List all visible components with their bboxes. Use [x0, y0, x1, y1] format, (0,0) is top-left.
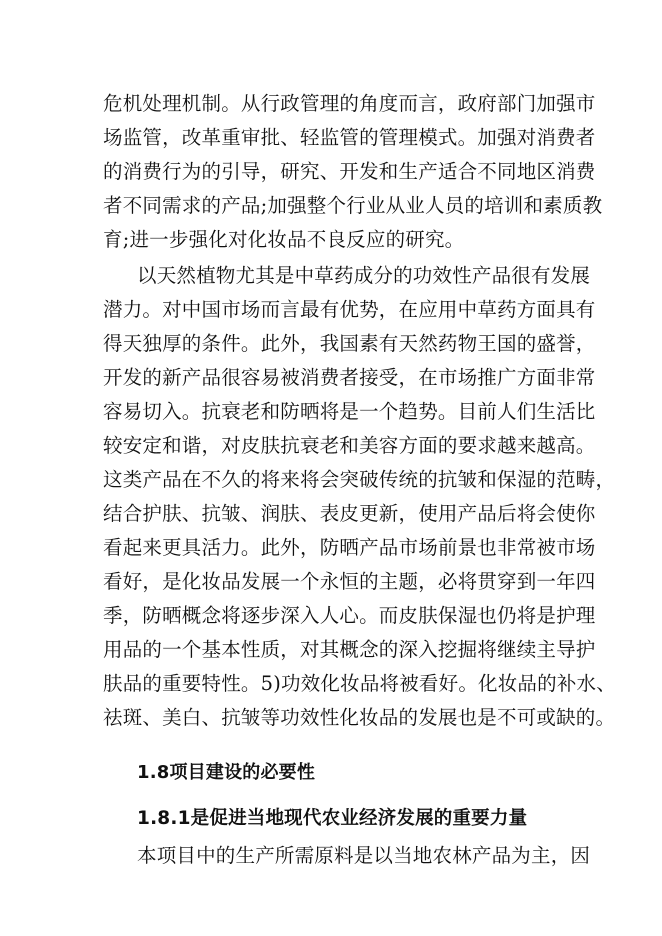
paragraph-1-line-1: 危机处理机制。从行政管理的角度而言，政府部门加强市: [103, 92, 596, 115]
paragraph-1-line-4: 者不同需求的产品;加强整个行业从业人员的培训和素质教: [103, 194, 603, 217]
paragraph-2-line-1: 以天然植物尤其是中草药成分的功效性产品很有发展: [137, 264, 591, 287]
paragraph-1-line-2: 场监管，改革重审批、轻监管的管理模式。加强对消费者: [103, 126, 596, 149]
paragraph-2-line-4: 开发的新产品很容易被消费者接受，在市场推广方面非常: [103, 366, 596, 389]
paragraph-2-line-9: 看起来更具活力。此外，防晒产品市场前景也非常被市场: [103, 536, 596, 559]
paragraph-2-line-5: 容易切入。抗衰老和防晒将是一个趋势。目前人们生活比: [103, 400, 596, 423]
paragraph-3-line-1: 本项目中的生产所需原料是以当地农林产品为主，因: [137, 844, 591, 867]
paragraph-2-line-11: 季，防晒概念将逐步深入人心。而皮肤保湿也仍将是护理: [103, 604, 596, 627]
paragraph-2-line-12: 用品的一个基本性质，对其概念的深入挖掘将继续主导护: [103, 638, 596, 661]
paragraph-2-line-2: 潜力。对中国市场而言最有优势，在应用中草药方面具有: [103, 298, 596, 321]
paragraph-2-line-3: 得天独厚的条件。此外，我国素有天然药物王国的盛誉，: [103, 332, 596, 355]
paragraph-2-line-6: 较安定和谐，对皮肤抗衰老和美容方面的要求越来越高。: [103, 434, 596, 457]
paragraph-2-line-10: 看好，是化妆品发展一个永恒的主题，必将贯穿到一年四: [103, 570, 596, 593]
paragraph-2-line-8: 结合护肤、抗皱、润肤、表皮更新，使用产品后将会使你: [103, 502, 596, 525]
paragraph-2-line-7: 这类产品在不久的将来将会突破传统的抗皱和保湿的范畴，: [103, 468, 616, 491]
paragraph-2-line-13: 肤品的重要特性。5)功效化妆品将被看好。化妆品的补水、: [103, 672, 616, 695]
section-heading: 1.8项目建设的必要性: [137, 762, 316, 783]
paragraph-1-line-5: 育;进一步强化对化妆品不良反应的研究。: [103, 228, 465, 251]
paragraph-2-line-14: 祛斑、美白、抗皱等功效性化妆品的发展也是不可或缺的。: [103, 706, 616, 729]
subsection-heading: 1.8.1是促进当地现代农业经济发展的重要力量: [137, 808, 528, 829]
paragraph-1-line-3: 的消费行为的引导，研究、开发和生产适合不同地区消费: [103, 160, 596, 183]
